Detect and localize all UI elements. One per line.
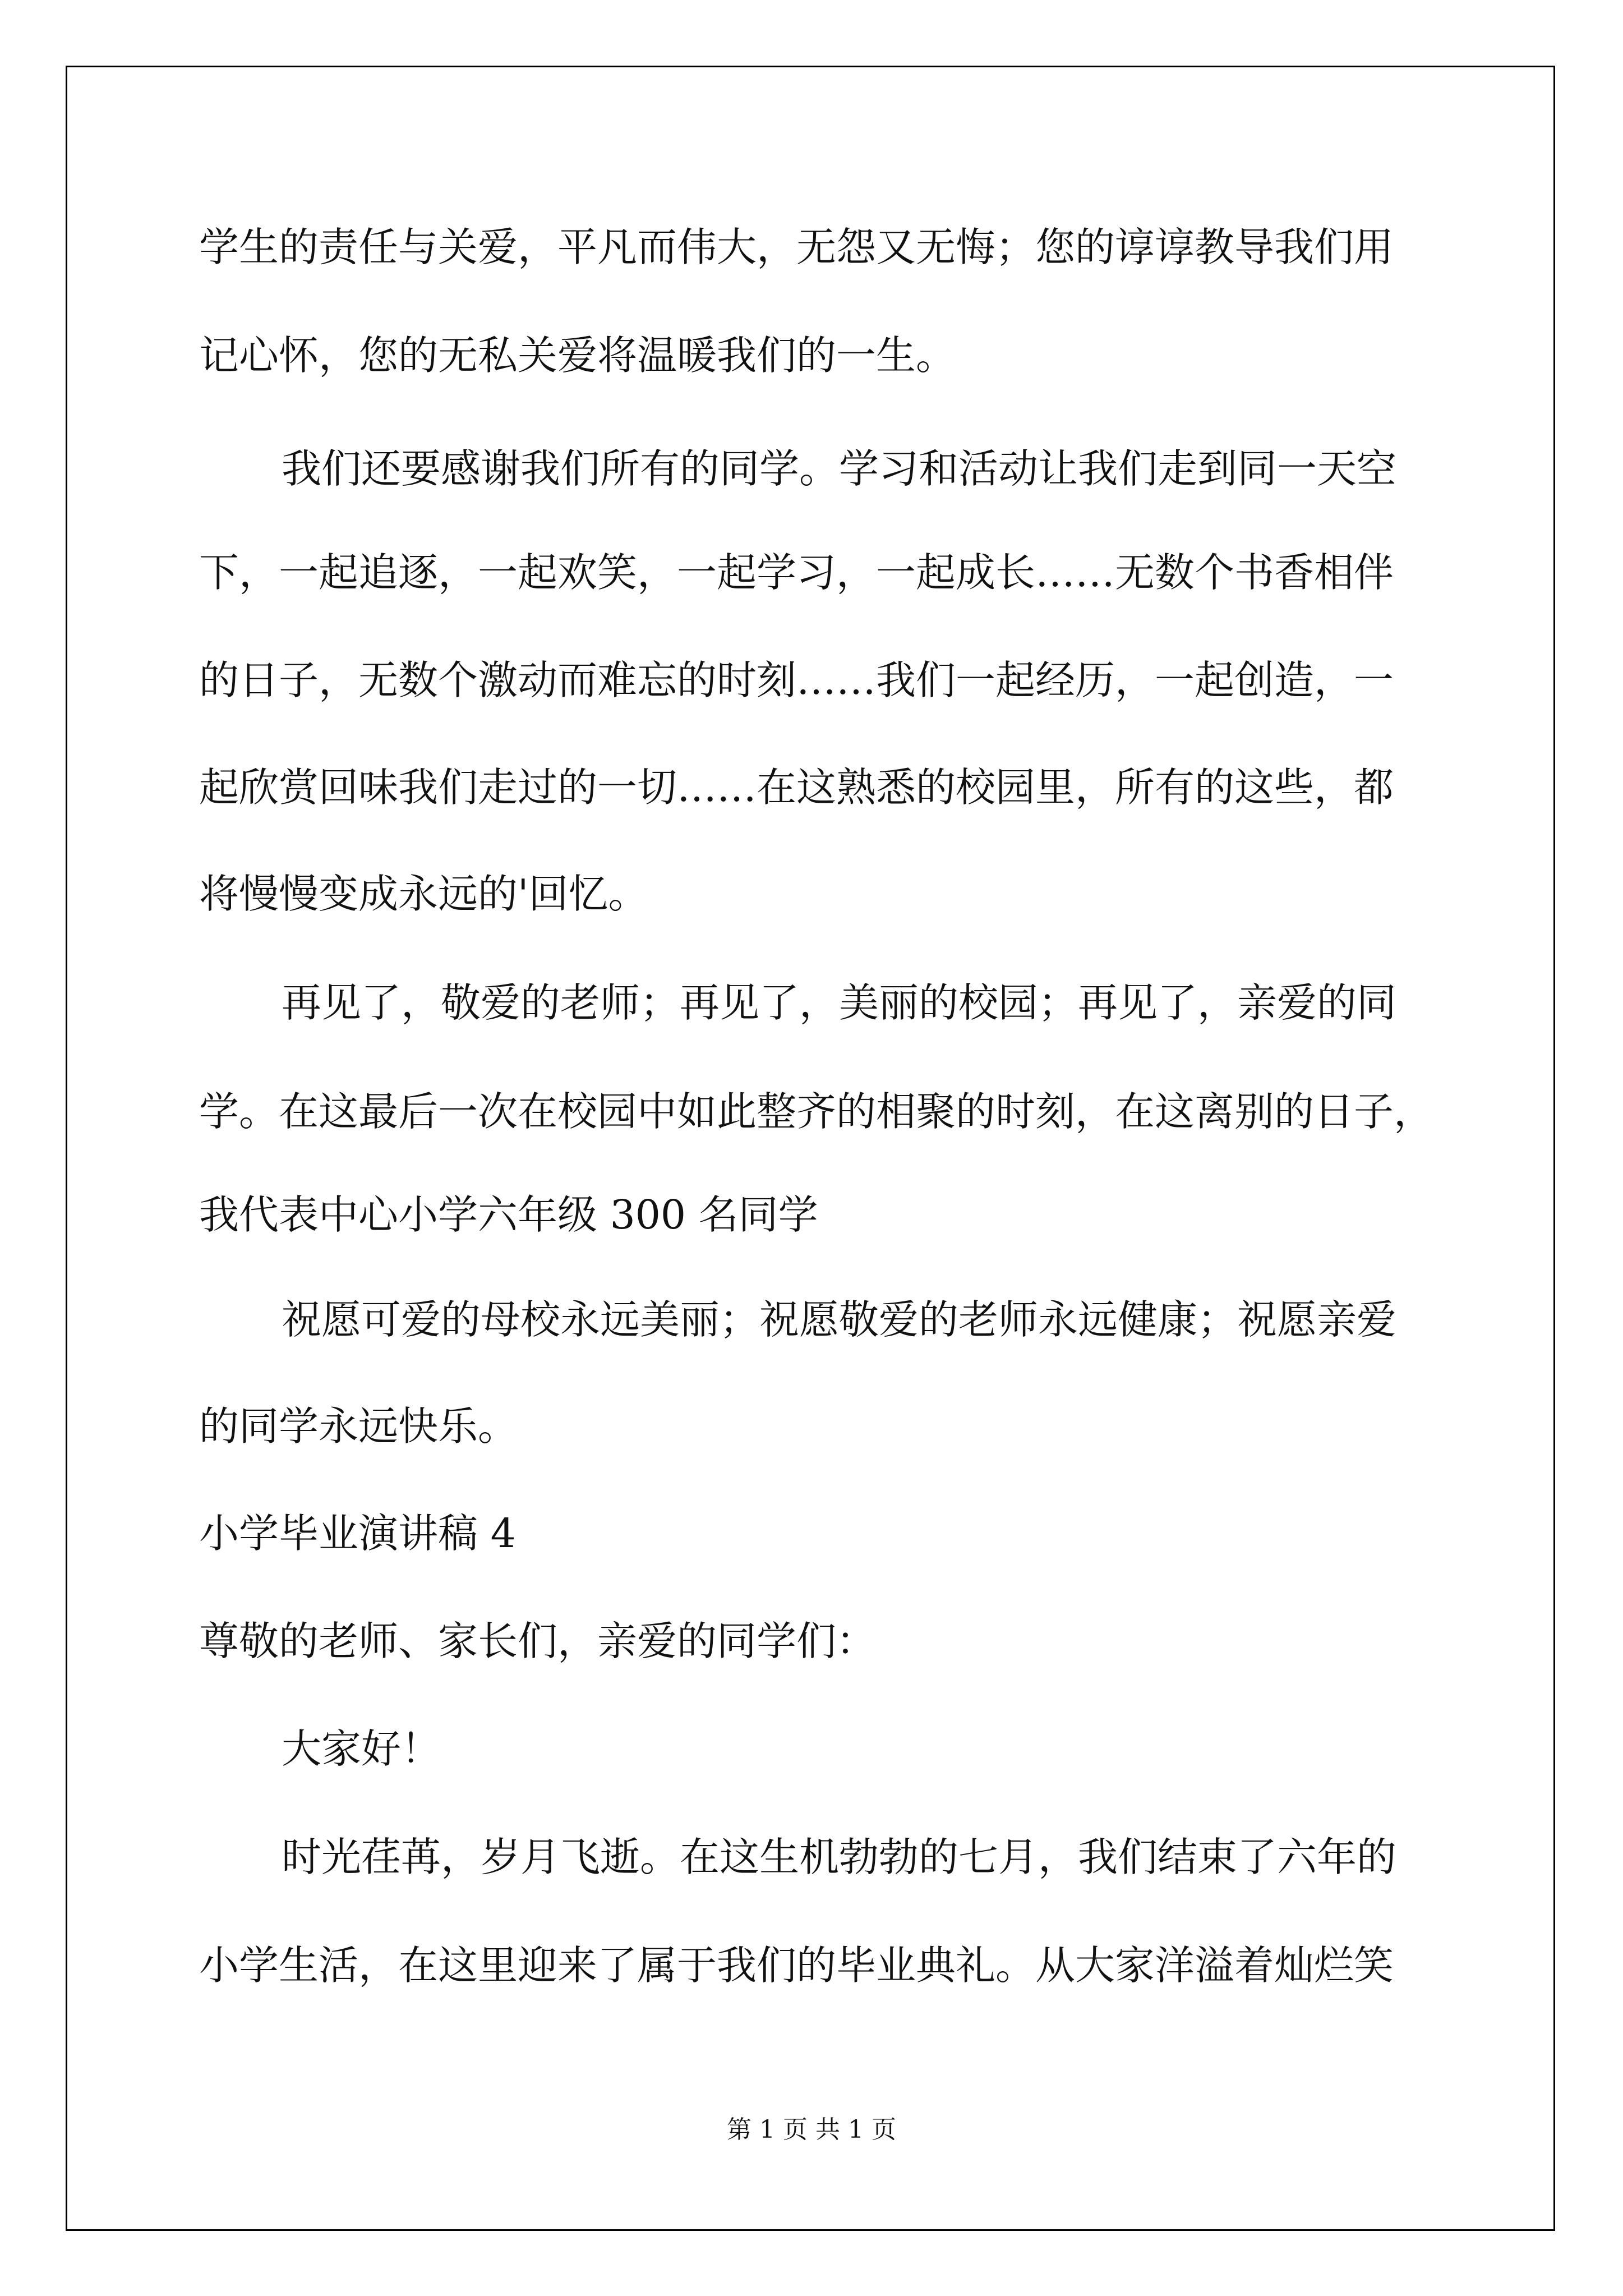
section-heading: 小学毕业演讲稿 4 (199, 1510, 516, 1557)
text-line: 下，一起追逐，一起欢笑，一起学习，一起成长……无数个书香相伴 (199, 549, 1394, 596)
text-line: 的日子，无数个激动而难忘的时刻……我们一起经历，一起创造，一 (199, 657, 1394, 703)
text-line: 将慢慢变成永远的'回忆。 (199, 871, 648, 917)
greeting: 大家好！ (282, 1726, 441, 1772)
text-line: 小学生活，在这里迎来了属于我们的毕业典礼。从大家洋溢着灿烂笑 (199, 1942, 1394, 1989)
salutation: 尊敬的老师、家长们，亲爱的同学们： (199, 1618, 877, 1664)
text-line: 时光荏苒，岁月飞逝。在这生机勃勃的七月，我们结束了六年的 (282, 1834, 1397, 1880)
text-line: 学。在这最后一次在校园中如此整齐的相聚的时刻，在这离别的日子， (199, 1088, 1434, 1135)
text-line: 的同学永远快乐。 (199, 1403, 518, 1450)
text-line: 记心怀，您的无私关爱将温暖我们的一生。 (199, 332, 956, 379)
text-line: 再见了，敬爱的老师；再见了，美丽的校园；再见了，亲爱的同 (282, 979, 1397, 1026)
page-footer: 第 1 页 共 1 页 (727, 2115, 896, 2144)
text-line: 我代表中心小学六年级 300 名同学 (199, 1191, 818, 1238)
page-border (66, 66, 1555, 2231)
text-line: 祝愿可爱的母校永远美丽；祝愿敬爱的老师永远健康；祝愿亲爱 (282, 1296, 1397, 1343)
text-line: 学生的责任与关爱，平凡而伟大，无怨又无悔；您的谆谆教导我们用 (199, 224, 1394, 270)
text-line: 我们还要感谢我们所有的同学。学习和活动让我们走到同一天空 (282, 445, 1397, 492)
text-line: 起欣赏回味我们走过的一切……在这熟悉的校园里，所有的这些，都 (199, 764, 1394, 811)
